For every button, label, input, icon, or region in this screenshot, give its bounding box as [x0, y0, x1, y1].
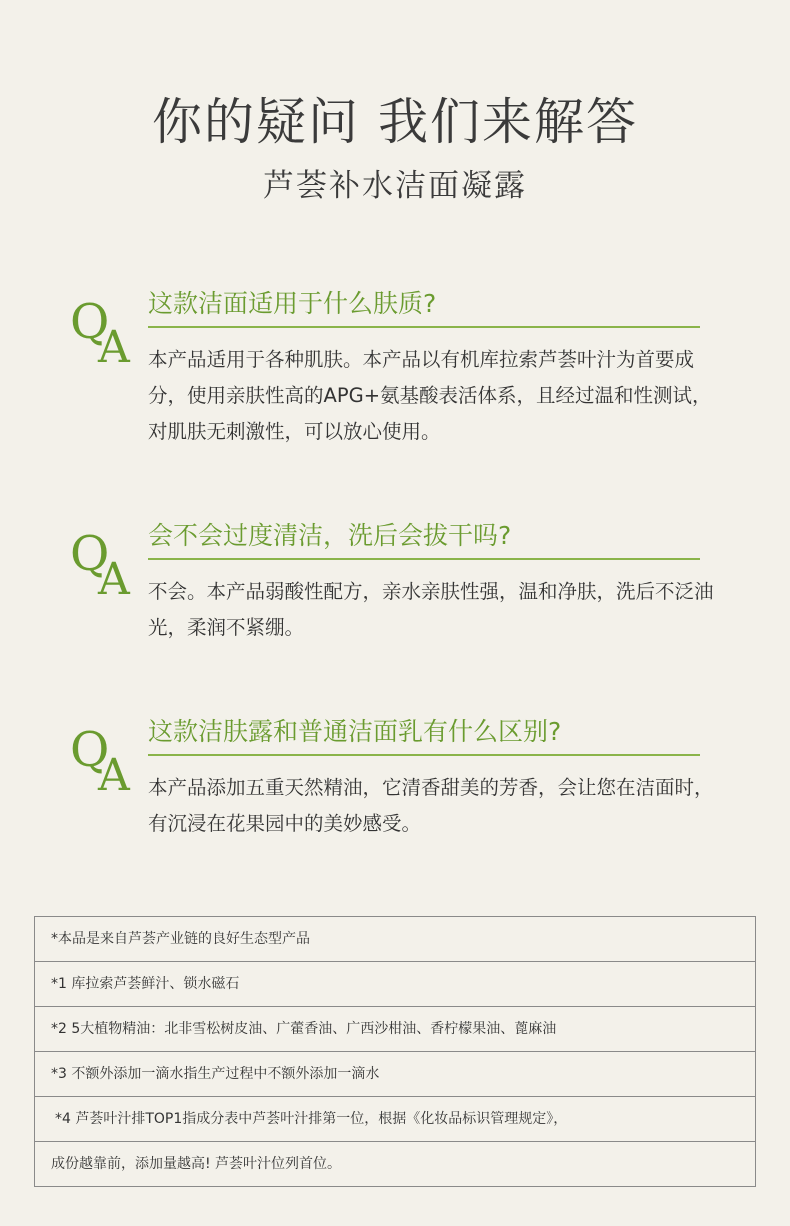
qa-item: [0, 521, 790, 730]
qa-item: [0, 289, 790, 498]
qa-answer: 本产品添加五重天然精油，它清香甜美的芳香，会让您在洁面时，有沉浸在花果园中的美妙感受。: [148, 776, 714, 835]
qa-icon: Q A: [70, 294, 130, 373]
qa-icon: Q A: [70, 722, 130, 801]
footnote-row: 成份越靠前，添加量越高! 芦荟叶汁位列首位。: [51, 1156, 342, 1172]
divider: [148, 326, 700, 328]
divider: [148, 754, 700, 756]
footnote-row: *1 库拉索芦荟鲜汁、锁水磁石: [35, 962, 755, 1007]
product-name: 芦荟补水洁面凝露: [263, 168, 527, 204]
footnotes-table: [34, 916, 756, 1187]
qa-answer: 不会。本产品弱酸性配方，亲水亲肤性强，温和净肤，洗后不泛油光，柔润不紧绷。: [148, 580, 714, 639]
qa-question: 会不会过度清洁，洗后会拔干吗?: [148, 521, 512, 550]
footnote-row: *2 5大植物精油：北非雪松树皮油、广藿香油、广西沙柑油、香柠檬果油、蓖麻油: [35, 1007, 755, 1052]
qa-question: 这款洁面适用于什么肤质?: [148, 289, 437, 318]
page-title: 你的疑问 我们来解答: [152, 93, 638, 151]
footnote-row: *4 芦荟叶汁排TOP1指成分表中芦荟叶汁排第一位，根据《化妆品标识管理规定》，: [35, 1097, 755, 1142]
qa-item: [0, 717, 790, 926]
divider: [148, 558, 700, 560]
qa-answer: 本产品适用于各种肌肤。本产品以有机库拉索芦荟叶汁为首要成分，使用亲肤性高的APG+氨基酸表活体系，且经过温和性测试，对肌肤无刺激性，可以放心使用。: [148, 348, 712, 443]
qa-question: 这款洁肤露和普通洁面乳有什么区别?: [148, 717, 562, 746]
footnote-row: *3 不额外添加一滴水指生产过程中不额外添加一滴水: [35, 1052, 755, 1097]
qa-icon: Q A: [70, 526, 130, 605]
footnote-row: *本品是来自芦荟产业链的良好生态型产品: [35, 917, 755, 962]
